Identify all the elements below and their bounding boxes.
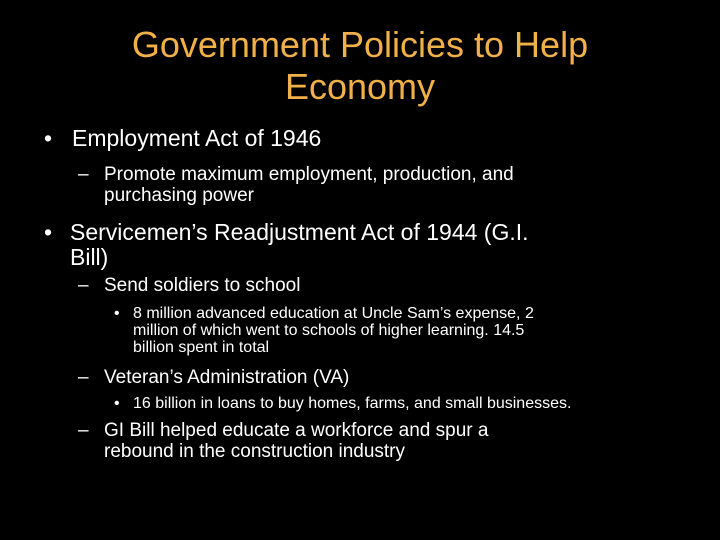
dash-marker: –	[78, 275, 89, 296]
sub-bullet-promote	[78, 164, 514, 206]
dash-marker: –	[78, 367, 89, 388]
sub-sub-bullet-text: 8 million advanced education at Uncle Sam’s expense, 2 million of which went to schools of higher learning. 14.5 billion spent in total	[133, 305, 534, 356]
title-line-2: Economy	[284, 66, 436, 107]
sub-bullet-school	[78, 275, 300, 296]
sub-bullet-text: Send soldiers to school	[104, 275, 301, 296]
sub-sub-bullet-text: 16 billion in loans to buy homes, farms, and small businesses.	[133, 395, 572, 412]
bullet-gi-bill	[44, 220, 529, 270]
bullet-marker: •	[44, 125, 53, 151]
sub-sub-bullet-education	[114, 305, 534, 356]
bullet-text: Servicemen’s Readjustment Act of 1944 (G.I. Bill)	[70, 219, 529, 270]
sub-bullet-text: GI Bill helped educate a workforce and spur a rebound in the construction industry	[104, 420, 489, 462]
bullet-marker: •	[114, 395, 120, 412]
bullet-employment-act	[44, 126, 321, 151]
title-line-1: Government Policies to Help	[131, 24, 589, 65]
bullet-marker: •	[114, 305, 120, 322]
sub-bullet-text: Promote maximum employment, production, and purchasing power	[104, 164, 514, 206]
sub-bullet-workforce	[78, 420, 488, 462]
bullet-text: Employment Act of 1946	[72, 125, 322, 151]
sub-sub-bullet-loans	[114, 395, 571, 412]
dash-marker: –	[78, 420, 89, 441]
bullet-marker: •	[44, 219, 53, 245]
sub-bullet-va	[78, 367, 349, 388]
sub-bullet-text: Veteran’s Administration (VA)	[104, 367, 350, 388]
dash-marker: –	[78, 164, 89, 185]
